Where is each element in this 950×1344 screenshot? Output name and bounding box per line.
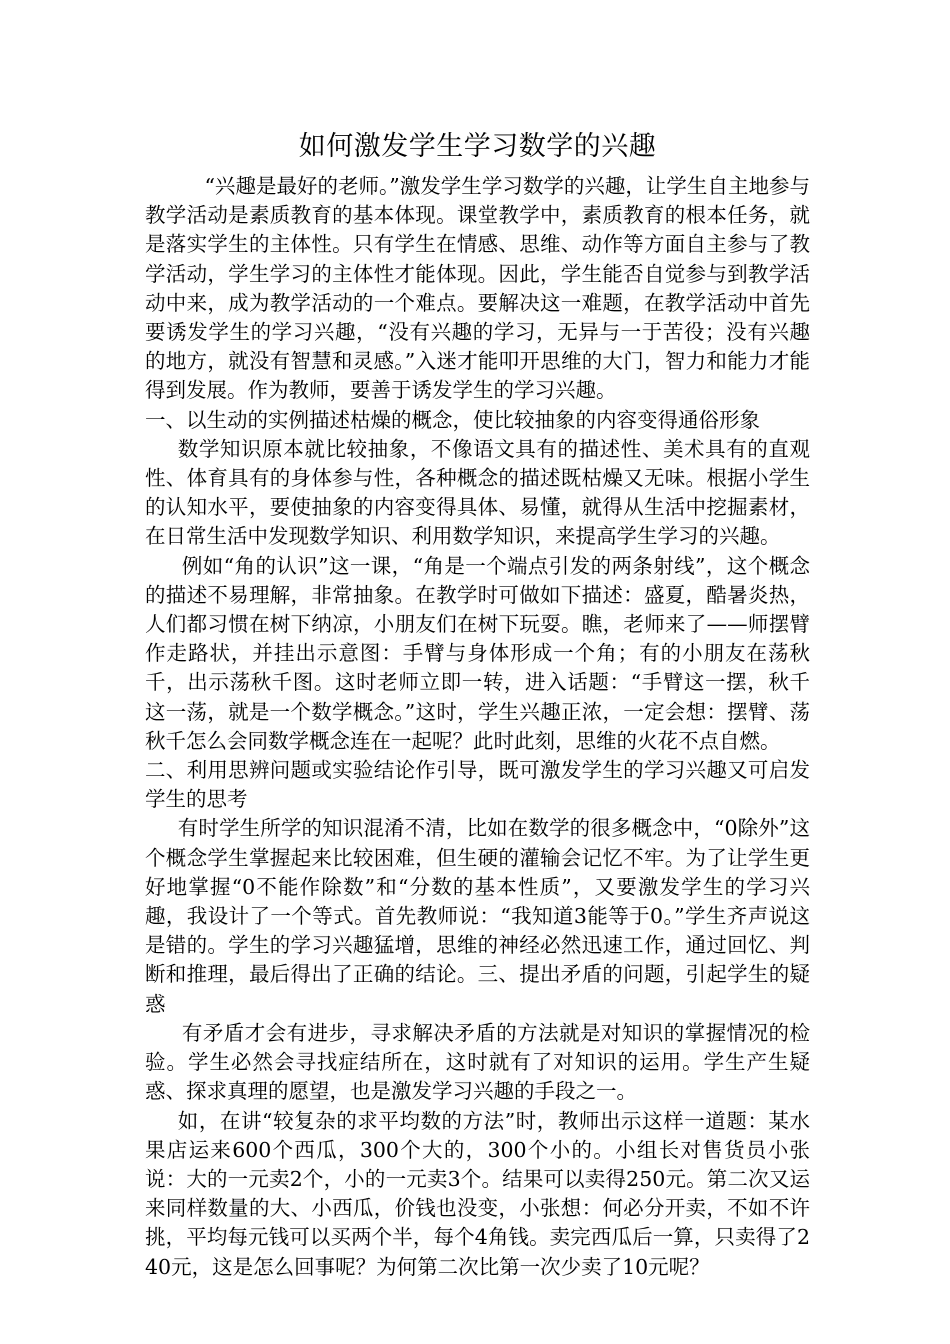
section-1-heading: 一、以生动的实例描述枯燥的概念，使比较抽象的内容变得通俗形象 xyxy=(145,407,760,432)
section-3-paragraph-1: 有矛盾才会有进步，寻求解决矛盾的方法就是对知识的掌握情况的检验。学生必然会寻找症结所在，这时就有了对知识的运用。学生产生疑惑、探求真理的愿望，也是激发学习兴趣的手段之一。 xyxy=(145,1020,810,1104)
intro-paragraph: “兴趣是最好的老师。”激发学生学习数学的兴趣，让学生自主地参与教学活动是素质教育的基本体现。课堂教学中，素质教育的根本任务，就是落实学生的主体性。只有学生在情感、思维、动作等方面自主参与了教学活动，学生学习的主体性才能体现。因此，学生能否自觉参与到教学活动中来，成为教学活动的一个难点。要解决这一难题，在教学活动中首先要诱发学生的学习兴趣，“没有兴趣的学习，无异与一于苦役；没有兴趣的地方，就没有智慧和灵感。”入迷才能叩开思维的大门，智力和能力才能得到发展。作为教师，要善于诱发学生的学习兴趣。 xyxy=(145,174,810,403)
document-title: 如何激发学生学习数学的兴趣 xyxy=(298,131,657,162)
section-3-paragraph-2: 如，在讲“较复杂的求平均数的方法”时，教师出示这样一道题：某水果店运来600个西瓜，300个大的，300个小的。小组长对售货员小张说：大的一元卖2个，小的一元卖3个。结果可以卖得250元。第二次又运来同样数量的大、小西瓜，价钱也没变，小张想：何必分开卖，不如不许挑，平均每元钱可以买两个半，每个4角钱。卖完西瓜后一算，只卖得了240元，这是怎么回事呢？为何第二次比第一次少卖了10元呢？ xyxy=(145,1108,810,1279)
section-2-heading: 二、利用思辨问题或实验结论作引导，既可激发学生的学习兴趣又可启发学生的思考 xyxy=(145,758,810,812)
section-1-paragraph-2: 例如“角的认识”这一课，“角是一个端点引发的两条射线”，这个概念的描述不易理解，非常抽象。在教学时可做如下描述：盛夏，酷暑炎热，人们都习惯在树下纳凉，小朋友们在树下玩耍。瞧，老师来了——师摆臂作走路状，并挂出示意图：手臂与身体形成一个角；有的小朋友在荡秋千，出示荡秋千图。这时老师立即一转，进入话题：“手臂这一摆，秋千这一荡，就是一个数学概念。”这时，学生兴趣正浓，一定会想：摆臂、荡秋千怎么会同数学概念连在一起呢？此时此刻，思维的火花不点自燃。 xyxy=(145,553,810,753)
section-1-paragraph-1: 数学知识原本就比较抽象，不像语文具有的描述性、美术具有的直观性、体育具有的身体参与性，各种概念的描述既枯燥又无味。根据小学生的认知水平，要使抽象的内容变得具体、易懂，就得从生活中挖掘素材，在日常生活中发现数学知识、利用数学知识，来提高学生学习的兴趣。 xyxy=(145,436,810,549)
document-page xyxy=(145,130,810,1282)
section-2-paragraph-1: 有时学生所学的知识混淆不清，比如在数学的很多概念中，“0除外”这个概念学生掌握起来比较困难，但生硬的灌输会记忆不牢。为了让学生更好地掌握“0不能作除数”和“分数的基本性质”，又要激发学生的学习兴趣，我设计了一个等式。首先教师说：“我知道3能等于0。”学生齐声说这是错的。学生的学习兴趣猛增，思维的神经必然迅速工作，通过回忆、判断和推理，最后得出了正确的结论。三、提出矛盾的问题，引起学生的疑惑 xyxy=(145,816,810,1016)
